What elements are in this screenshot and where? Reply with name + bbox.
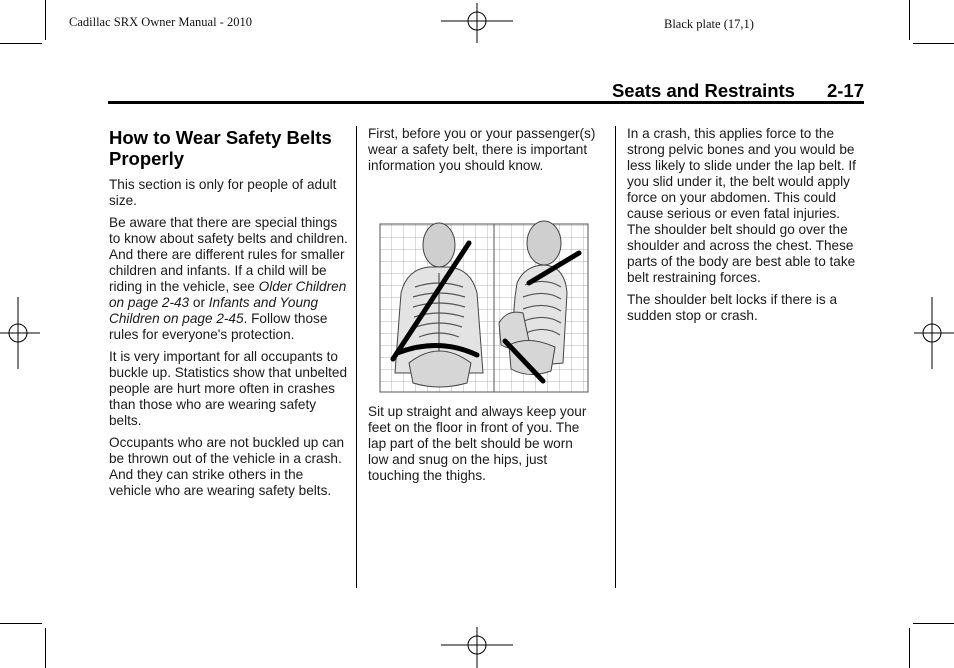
crop-mark [909, 0, 910, 40]
safety-belt-skeleton-illustration-icon [379, 213, 589, 393]
paragraph: Occupants who are not buckled up can be thrown out of the vehicle in a crash. And they can strike others in the vehicle who are wearing safety belts. [109, 435, 345, 498]
paragraph: The shoulder belt locks if there is a sudden stop or crash. [627, 292, 838, 323]
column-2 [368, 126, 596, 180]
crop-mark [45, 628, 46, 668]
paragraph: It is very important for all occupants to buckle up. Statistics show that unbelted people are hurt more often in crashes than those who are wearing safety belts. [109, 349, 348, 428]
column-2-continued [368, 404, 596, 484]
header-rule [108, 101, 864, 104]
registration-mark-left-icon [0, 297, 40, 369]
column-divider [615, 126, 616, 588]
registration-mark-right-icon [914, 297, 954, 369]
page-number: 2-17 [826, 80, 864, 101]
document-title: Cadillac SRX Owner Manual - 2010 [69, 15, 252, 29]
cross-reference-link[interactable]: Older Children on page 2-43 [109, 279, 347, 310]
section-name: Seats and Restraints [611, 80, 795, 101]
column-divider [356, 126, 357, 588]
crop-mark [913, 623, 954, 624]
paragraph: In a crash, this applies force to the strong pelvic bones and you would be less likely to slide under the lap belt. If you slid under it, the belt would apply force on your abdomen. This could cause serious or even fatal injuries. The shoulder belt should go over the shoulder and across the chest. These parts of the body are best able to take belt restraining forces. [627, 126, 856, 285]
paragraph-text: Be aware that there are special things to know about safety belts and children. And there are different rules for smaller children and infants. If a child will be riding in the vehicle, see [109, 215, 348, 294]
cross-reference-link[interactable]: Infants and Young Children on page 2-45 [109, 295, 319, 326]
plate-label: Black plate (17,1) [664, 17, 754, 31]
crop-mark [0, 43, 42, 44]
crop-mark [909, 628, 910, 668]
paragraph: This section is only for people of adult size. [109, 177, 337, 208]
crop-mark [0, 623, 42, 624]
crop-mark [913, 43, 954, 44]
column-3 [627, 126, 867, 330]
paragraph [109, 215, 349, 343]
article-heading: How to Wear Safety Belts Properly [109, 127, 332, 169]
registration-mark-bottom-icon [441, 627, 513, 668]
crop-mark [45, 0, 46, 40]
paragraph: Sit up straight and always keep your feet on the floor in front of you. The lap part of the belt should be worn low and snug on the hips, just touching the thighs. [368, 404, 587, 483]
paragraph: First, before you or your passenger(s) wear a safety belt, there is important information you should know. [368, 126, 596, 173]
registration-mark-top-icon [441, 3, 513, 43]
paragraph-text: or [189, 295, 209, 310]
section-header [612, 80, 864, 102]
column-1 [109, 126, 349, 505]
paragraph-text: . Follow those rules for everyone's protection. [109, 311, 328, 342]
